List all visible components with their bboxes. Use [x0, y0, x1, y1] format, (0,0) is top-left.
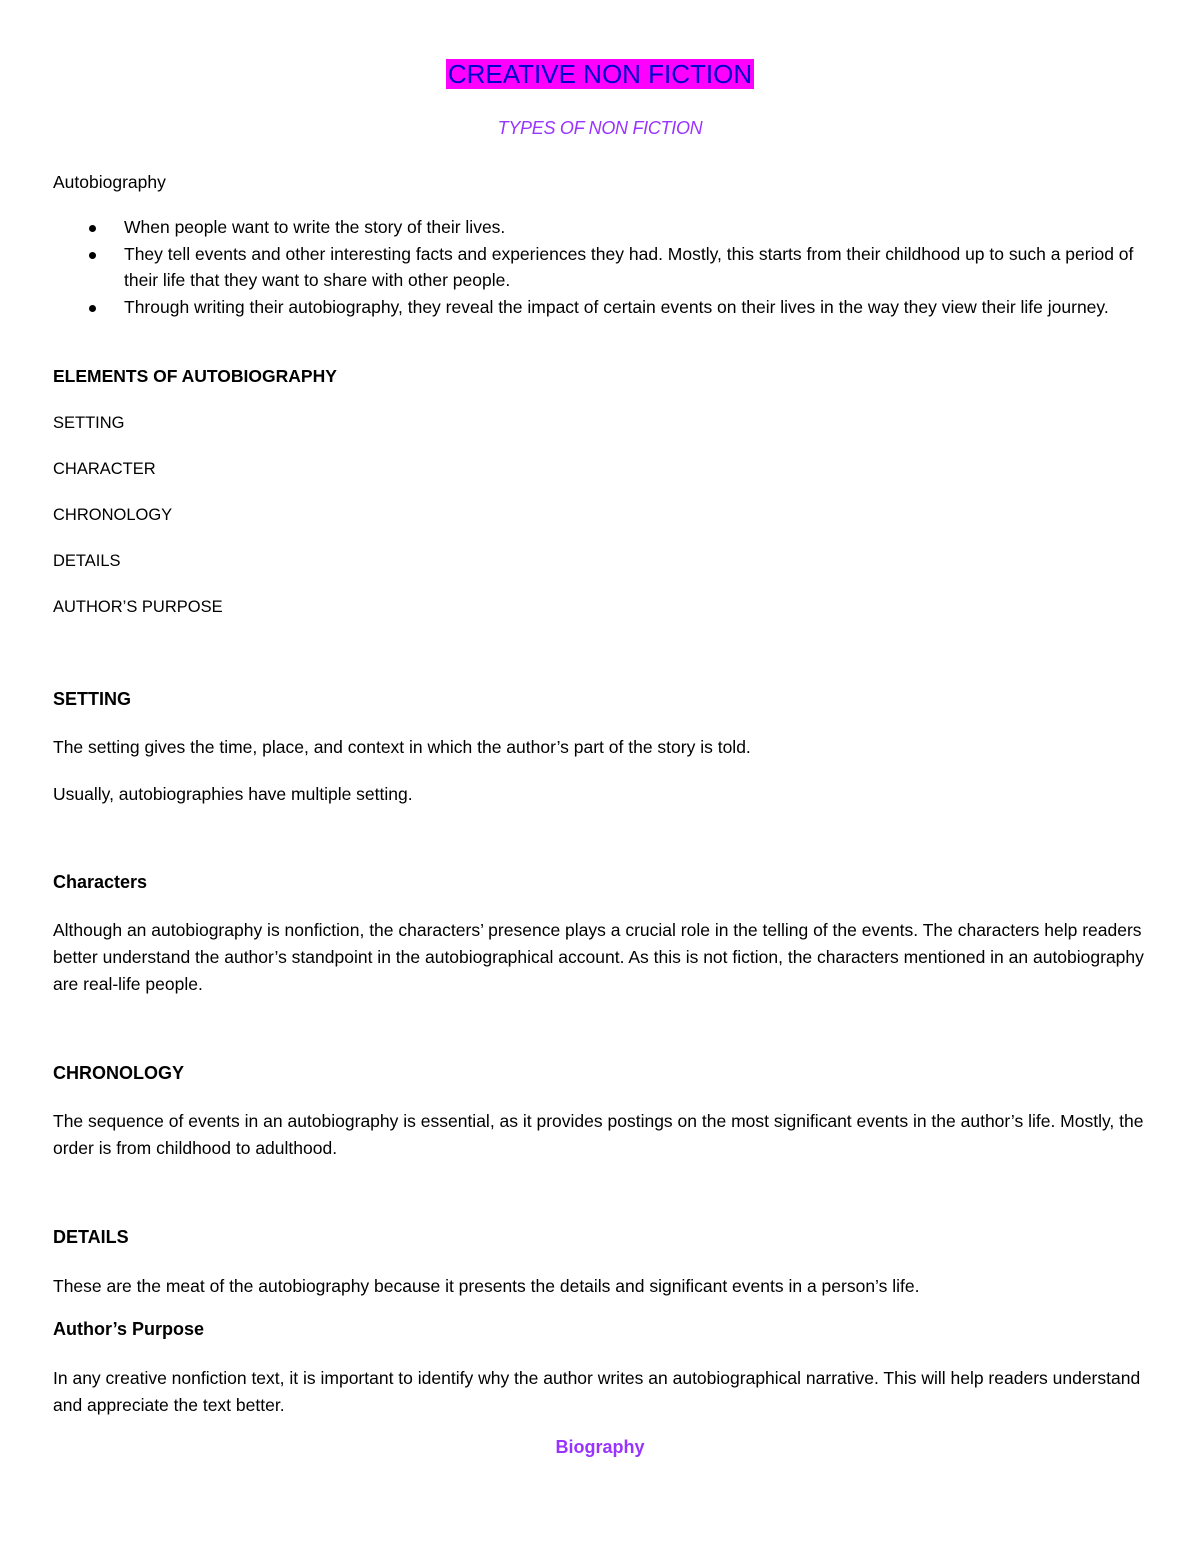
element-item-character: CHARACTER: [53, 460, 156, 478]
document-title: [0, 56, 1200, 92]
autobiography-label: Autobiography: [53, 172, 166, 192]
details-paragraph: These are the meat of the autobiography because it presents the details and significant events in a person’s life.: [53, 1276, 920, 1296]
purpose-paragraph: In any creative nonfiction text, it is important to identify why the author writes an autobiographical narrative. This will help readers understand and appreciate the text better.: [53, 1368, 1141, 1415]
element-item-purpose: AUTHOR’S PURPOSE: [53, 598, 223, 616]
autobiography-bullet-list: [53, 214, 1153, 320]
bullet-text: They tell events and other interesting facts and experiences they had. Mostly, this starts from their childhood up to such a period of their life that they want to share with other people.: [124, 243, 1134, 290]
setting-paragraph: The setting gives the time, place, and context in which the author’s part of the story is told.: [53, 737, 751, 757]
characters-paragraph: Although an autobiography is nonfiction, the characters’ presence plays a crucial role in the telling of the events. The characters help readers better understand the author’s standpoint in the autobiographical account. As this is not fiction, the characters mentioned in an autobiography are real-life people.: [53, 920, 1144, 994]
bullet-text: When people want to write the story of their lives.: [124, 217, 506, 237]
bullet-icon: [89, 305, 96, 312]
details-heading: DETAILS: [53, 1227, 129, 1247]
bullet-item: [53, 294, 1153, 321]
biography-heading: Biography: [555, 1437, 645, 1457]
elements-heading: ELEMENTS OF AUTOBIOGRAPHY: [53, 366, 337, 386]
setting-paragraph: Usually, autobiographies have multiple setting.: [53, 784, 413, 804]
characters-heading: Characters: [53, 872, 148, 892]
element-item-setting: SETTING: [53, 414, 125, 432]
setting-heading: SETTING: [53, 689, 132, 709]
title-highlight: CREATIVE NON FICTION: [447, 59, 753, 89]
document-subtitle: TYPES OF NON FICTION: [497, 118, 703, 138]
bullet-item: [53, 214, 1153, 241]
purpose-heading: Author’s Purpose: [53, 1319, 205, 1339]
element-item-chronology: CHRONOLOGY: [53, 506, 173, 524]
bullet-icon: [89, 225, 96, 232]
chronology-heading: CHRONOLOGY: [53, 1063, 185, 1083]
element-item-details: DETAILS: [53, 552, 121, 570]
bullet-text: Through writing their autobiography, they reveal the impact of certain events on their lives in the way they view their life journey.: [124, 296, 1109, 317]
bullet-item: [53, 241, 1153, 294]
chronology-paragraph: The sequence of events in an autobiography is essential, as it provides postings on the most significant events in the author’s life. Mostly, the order is from childhood to adulthood.: [53, 1111, 1144, 1158]
bullet-icon: [89, 252, 96, 259]
